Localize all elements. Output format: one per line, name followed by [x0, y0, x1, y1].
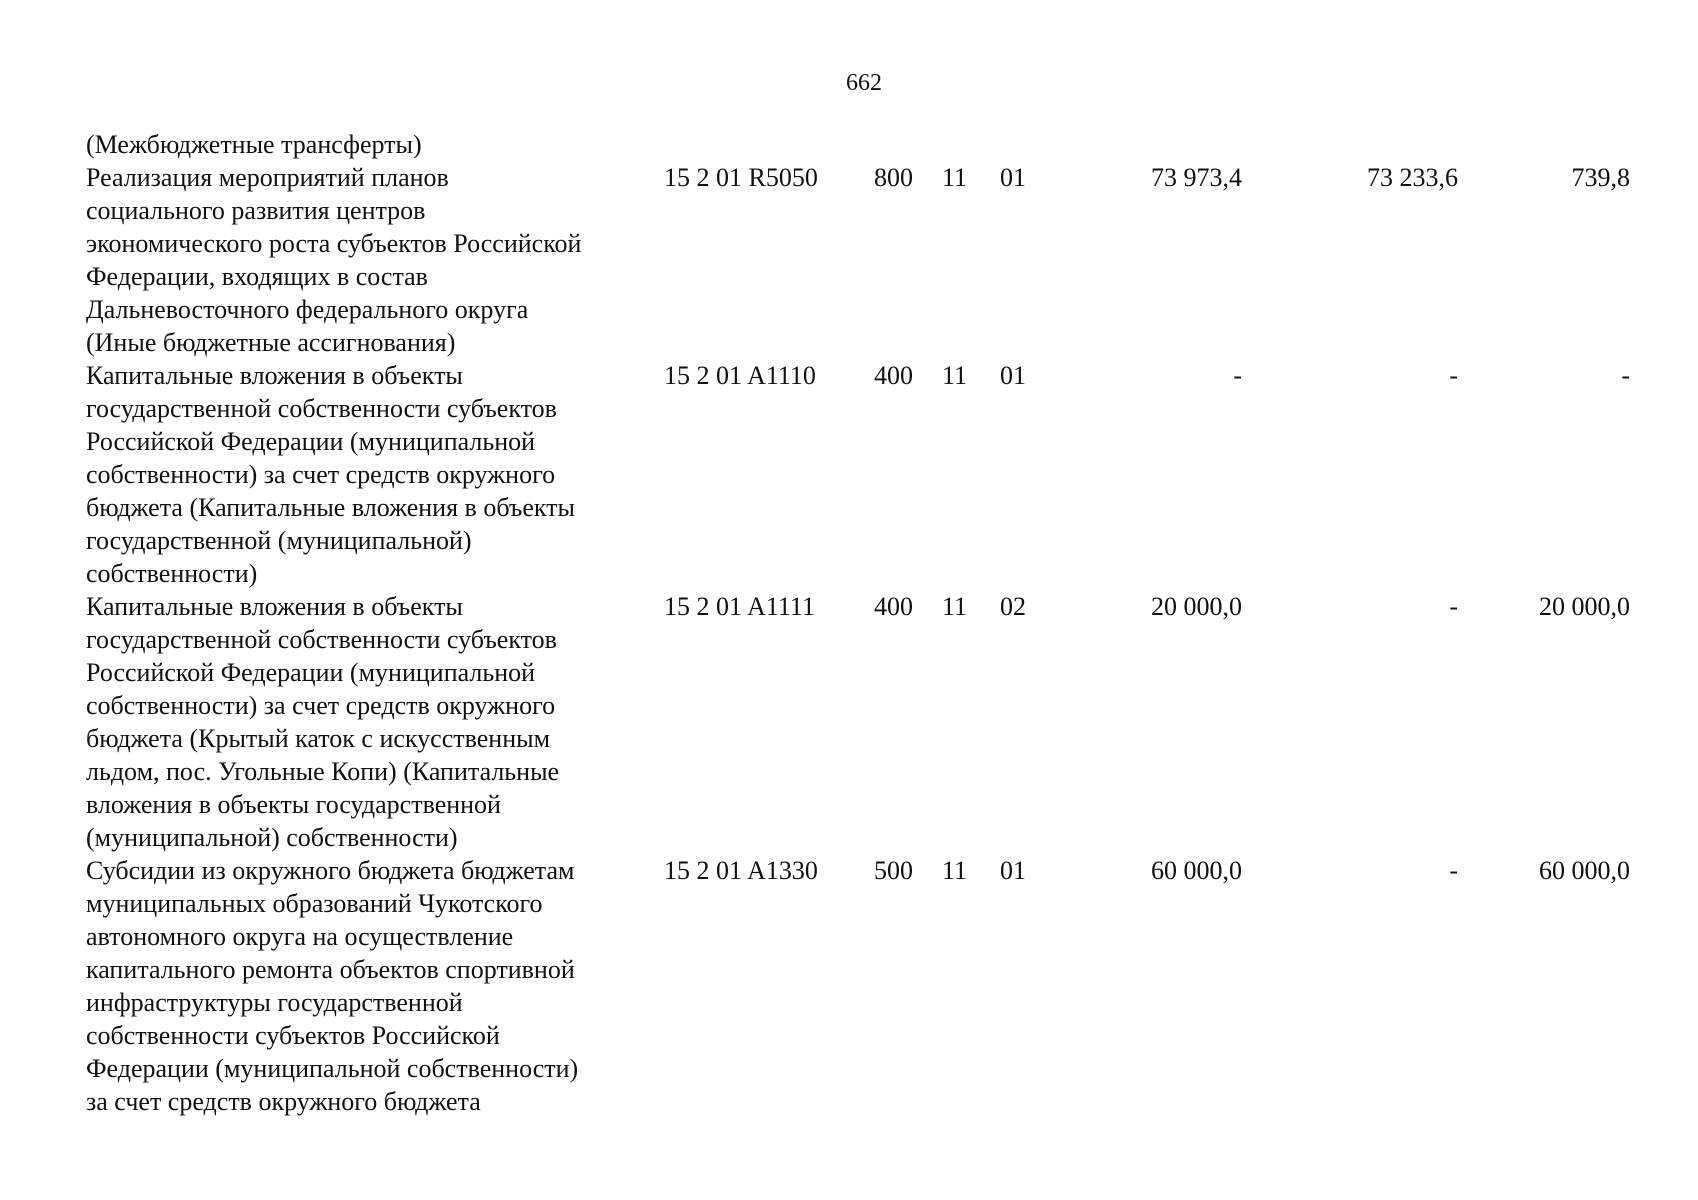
regional-amount: - — [1621, 361, 1630, 390]
description-line: (муниципальной) собственности) — [86, 823, 458, 852]
description-line: Российской Федерации (муниципальной — [86, 427, 536, 456]
description-line: бюджета (Крытый каток с искусственным — [86, 724, 551, 753]
description-line: собственности субъектов Российской — [86, 1021, 500, 1050]
target-article-code: 15 2 01 R5050 — [664, 163, 818, 192]
target-article-code: 15 2 01 A1110 — [664, 361, 816, 390]
section-code: 11 — [942, 361, 968, 390]
expense-type-code: 800 — [874, 163, 913, 192]
description-line: государственной собственности субъектов — [86, 625, 557, 654]
row-description — [86, 590, 646, 854]
total-amount: 60 000,0 — [1151, 856, 1242, 885]
description-line: собственности) за счет средств окружного — [86, 460, 556, 489]
total-amount: 20 000,0 — [1151, 592, 1242, 621]
subsection-code: 01 — [1000, 856, 1026, 885]
expense-type-code: 400 — [874, 361, 913, 390]
federal-amount: - — [1449, 592, 1458, 621]
description-line: Капитальные вложения в объекты — [86, 361, 463, 390]
lead-line: (Межбюджетные трансферты) — [86, 130, 422, 159]
description-line: Реализация мероприятий планов — [86, 163, 449, 192]
description-line: за счет средств окружного бюджета — [86, 1087, 481, 1116]
regional-amount: 20 000,0 — [1539, 592, 1630, 621]
description-line: государственной (муниципальной) — [86, 526, 472, 555]
description-line: автономного округа на осуществление — [86, 922, 514, 951]
total-amount: - — [1233, 361, 1242, 390]
description-line: Капитальные вложения в объекты — [86, 592, 463, 621]
table-row — [86, 359, 1646, 590]
description-line: вложения в объекты государственной — [86, 790, 501, 819]
description-line: социального развития центров — [86, 196, 426, 225]
description-line: Федерации, входящих в состав — [86, 262, 428, 291]
section-code: 11 — [942, 856, 968, 885]
description-line: экономического роста субъектов Российской — [86, 229, 582, 258]
row-description — [86, 161, 646, 359]
expense-type-code: 400 — [874, 592, 913, 621]
section-code: 11 — [942, 592, 968, 621]
description-line: бюджета (Капитальные вложения в объекты — [86, 493, 575, 522]
table-row — [86, 854, 1646, 1118]
page-number: 662 — [846, 70, 882, 96]
subsection-code: 01 — [1000, 361, 1026, 390]
section-code: 11 — [942, 163, 968, 192]
budget-table — [86, 128, 1646, 1118]
total-amount: 73 973,4 — [1151, 163, 1242, 192]
description-line: Субсидии из окружного бюджета бюджетам — [86, 856, 575, 885]
description-line: Федерации (муниципальной собственности) — [86, 1054, 579, 1083]
description-line: капитального ремонта объектов спортивной — [86, 955, 575, 984]
target-article-code: 15 2 01 A1111 — [664, 592, 815, 621]
description-line: Российской Федерации (муниципальной — [86, 658, 536, 687]
regional-amount: 739,8 — [1571, 163, 1630, 192]
table-row — [86, 161, 1646, 359]
description-line: (Иные бюджетные ассигнования) — [86, 328, 456, 357]
description-line: муниципальных образований Чукотского — [86, 889, 543, 918]
federal-amount: - — [1449, 361, 1458, 390]
target-article-code: 15 2 01 A1330 — [664, 856, 818, 885]
expense-type-code: 500 — [874, 856, 913, 885]
description-line: собственности) за счет средств окружного — [86, 691, 556, 720]
description-line: льдом, пос. Угольные Копи) (Капитальные — [86, 757, 560, 786]
description-line: собственности) — [86, 559, 258, 588]
federal-amount: - — [1449, 856, 1458, 885]
regional-amount: 60 000,0 — [1539, 856, 1630, 885]
description-line: государственной собственности субъектов — [86, 394, 557, 423]
subsection-code: 02 — [1000, 592, 1026, 621]
row-description — [86, 359, 646, 590]
subsection-code: 01 — [1000, 163, 1026, 192]
description-line: инфраструктуры государственной — [86, 988, 463, 1017]
row-description — [86, 854, 646, 1118]
table-row — [86, 590, 1646, 854]
description-line: Дальневосточного федерального округа — [86, 295, 529, 324]
federal-amount: 73 233,6 — [1367, 163, 1458, 192]
